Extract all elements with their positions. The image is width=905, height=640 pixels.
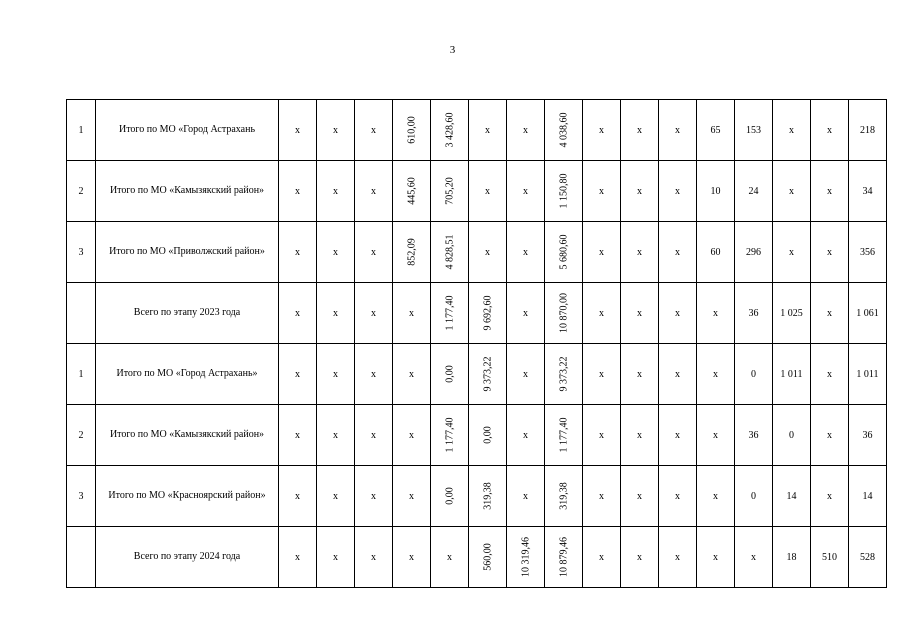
value-cell [545, 161, 583, 222]
page-number: 3 [449, 44, 456, 56]
value-cell: x [393, 405, 431, 466]
rotated-value: 1 177,40 [444, 295, 455, 331]
value-cell: 1 011 [849, 344, 887, 405]
value-cell: 0 [773, 405, 811, 466]
value-cell: x [773, 161, 811, 222]
value-cell: x [355, 100, 393, 161]
value-cell: x [697, 344, 735, 405]
rotated-value: 560,00 [482, 543, 493, 571]
value-cell: 24 [735, 161, 773, 222]
value-cell: x [355, 405, 393, 466]
rotated-value: 10 870,00 [558, 293, 569, 333]
value-cell [431, 222, 469, 283]
value-cell: x [317, 222, 355, 283]
value-cell: 36 [735, 283, 773, 344]
value-cell: x [393, 527, 431, 588]
rotated-value: 5 680,60 [558, 234, 569, 270]
row-name-cell: Всего по этапу 2024 года [96, 527, 279, 588]
value-cell: x [279, 222, 317, 283]
value-cell: x [279, 527, 317, 588]
rotated-value: 1 150,80 [558, 173, 569, 209]
row-name-cell: Всего по этапу 2023 года [96, 283, 279, 344]
value-cell [545, 283, 583, 344]
row-name-cell: Итого по МО «Город Астрахань [96, 100, 279, 161]
value-cell: 218 [849, 100, 887, 161]
value-cell: x [507, 283, 545, 344]
value-cell: 36 [849, 405, 887, 466]
value-cell: x [393, 466, 431, 527]
value-cell: x [507, 100, 545, 161]
rotated-value: 9 373,22 [482, 356, 493, 392]
row-name-cell: Итого по МО «Город Астрахань» [96, 344, 279, 405]
rotated-value: 4 828,51 [444, 234, 455, 270]
row-number-cell [67, 527, 96, 588]
table-row [67, 405, 887, 466]
value-cell: x [317, 527, 355, 588]
table-row [67, 283, 887, 344]
value-cell: x [735, 527, 773, 588]
value-cell: x [697, 405, 735, 466]
rotated-value: 1 177,40 [558, 417, 569, 453]
value-cell [431, 283, 469, 344]
value-cell: x [279, 405, 317, 466]
row-number-cell: 1 [67, 344, 96, 405]
value-cell: x [811, 405, 849, 466]
value-cell: 65 [697, 100, 735, 161]
rotated-value: 3 428,60 [444, 112, 455, 148]
value-cell [469, 283, 507, 344]
value-cell: x [583, 405, 621, 466]
value-cell [545, 344, 583, 405]
value-cell: x [811, 283, 849, 344]
value-cell: x [355, 527, 393, 588]
value-cell: x [317, 161, 355, 222]
value-cell: x [355, 222, 393, 283]
value-cell: x [811, 222, 849, 283]
value-cell: x [583, 344, 621, 405]
row-name-cell: Итого по МО «Камызякский район» [96, 161, 279, 222]
value-cell: x [317, 283, 355, 344]
value-cell [431, 161, 469, 222]
value-cell [545, 222, 583, 283]
value-cell: 14 [773, 466, 811, 527]
value-cell [393, 100, 431, 161]
value-cell: x [583, 222, 621, 283]
value-cell [545, 405, 583, 466]
value-cell: x [621, 161, 659, 222]
value-cell [469, 405, 507, 466]
value-cell: x [279, 466, 317, 527]
value-cell: x [621, 527, 659, 588]
row-number-cell: 2 [67, 161, 96, 222]
value-cell: x [355, 344, 393, 405]
value-cell: x [621, 405, 659, 466]
table-row [67, 100, 887, 161]
value-cell: x [583, 100, 621, 161]
value-cell: x [317, 405, 355, 466]
value-cell: x [621, 283, 659, 344]
rotated-value: 1 177,40 [444, 417, 455, 453]
value-cell: 1 061 [849, 283, 887, 344]
value-cell: 1 011 [773, 344, 811, 405]
value-cell: x [317, 100, 355, 161]
value-cell [469, 466, 507, 527]
table-row [67, 222, 887, 283]
row-name-cell: Итого по МО «Красноярский район» [96, 466, 279, 527]
rotated-value: 319,38 [558, 482, 569, 510]
rotated-value: 610,00 [406, 116, 417, 144]
value-cell: x [811, 100, 849, 161]
value-cell: 296 [735, 222, 773, 283]
rotated-value: 319,38 [482, 482, 493, 510]
rotated-value: 9 373,22 [558, 356, 569, 392]
value-cell: x [355, 283, 393, 344]
rotated-value: 9 692,60 [482, 295, 493, 331]
value-cell [507, 527, 545, 588]
value-cell [545, 527, 583, 588]
value-cell: x [621, 344, 659, 405]
value-cell [393, 161, 431, 222]
value-cell: x [317, 344, 355, 405]
value-cell: 36 [735, 405, 773, 466]
value-cell: x [659, 161, 697, 222]
value-cell [393, 222, 431, 283]
value-cell: x [469, 100, 507, 161]
value-cell [431, 405, 469, 466]
rotated-value: 705,20 [444, 177, 455, 205]
value-cell: x [659, 222, 697, 283]
value-cell: 14 [849, 466, 887, 527]
rotated-value: 852,09 [406, 238, 417, 266]
value-cell: x [697, 527, 735, 588]
value-cell: x [811, 466, 849, 527]
rotated-value: 0,00 [482, 426, 493, 444]
value-cell: 528 [849, 527, 887, 588]
value-cell: x [469, 161, 507, 222]
value-cell: 356 [849, 222, 887, 283]
rotated-value: 0,00 [444, 365, 455, 383]
value-cell: x [279, 100, 317, 161]
value-cell: x [659, 466, 697, 527]
value-cell: x [507, 344, 545, 405]
value-cell: x [659, 283, 697, 344]
value-cell: x [583, 466, 621, 527]
value-cell: x [773, 222, 811, 283]
value-cell: x [621, 466, 659, 527]
value-cell: x [811, 344, 849, 405]
value-cell: 18 [773, 527, 811, 588]
table-row [67, 466, 887, 527]
value-cell: x [279, 283, 317, 344]
row-name-cell: Итого по МО «Приволжский район» [96, 222, 279, 283]
value-cell [431, 466, 469, 527]
value-cell [469, 344, 507, 405]
value-cell: x [659, 405, 697, 466]
value-cell: x [697, 466, 735, 527]
value-cell: x [659, 527, 697, 588]
value-cell: x [507, 161, 545, 222]
row-number-cell: 2 [67, 405, 96, 466]
value-cell: 153 [735, 100, 773, 161]
value-cell: 510 [811, 527, 849, 588]
value-cell: x [659, 344, 697, 405]
value-cell: x [431, 527, 469, 588]
value-cell: 0 [735, 344, 773, 405]
value-cell: x [279, 161, 317, 222]
value-cell: x [507, 405, 545, 466]
rotated-value: 10 319,46 [520, 537, 531, 577]
value-cell [545, 100, 583, 161]
table-row [67, 344, 887, 405]
value-cell: x [507, 222, 545, 283]
table-row [67, 161, 887, 222]
value-cell [469, 527, 507, 588]
rotated-value: 445,60 [406, 177, 417, 205]
row-number-cell: 3 [67, 222, 96, 283]
value-cell: x [583, 283, 621, 344]
value-cell [431, 100, 469, 161]
value-cell: 10 [697, 161, 735, 222]
value-cell: x [583, 527, 621, 588]
row-number-cell: 3 [67, 466, 96, 527]
value-cell: x [393, 283, 431, 344]
value-cell: x [507, 466, 545, 527]
value-cell: x [279, 344, 317, 405]
value-cell: 34 [849, 161, 887, 222]
value-cell: x [469, 222, 507, 283]
value-cell: x [355, 161, 393, 222]
rotated-value: 4 038,60 [558, 112, 569, 148]
value-cell: x [393, 344, 431, 405]
value-cell: 1 025 [773, 283, 811, 344]
value-cell [431, 344, 469, 405]
value-cell: x [317, 466, 355, 527]
row-name-cell: Итого по МО «Камызякский район» [96, 405, 279, 466]
value-cell: x [621, 222, 659, 283]
rotated-value: 0,00 [444, 487, 455, 505]
rotated-value: 10 879,46 [558, 537, 569, 577]
value-cell: x [659, 100, 697, 161]
row-number-cell [67, 283, 96, 344]
row-number-cell: 1 [67, 100, 96, 161]
value-cell: x [583, 161, 621, 222]
value-cell: x [355, 466, 393, 527]
value-cell: x [773, 100, 811, 161]
value-cell: 0 [735, 466, 773, 527]
table-row [67, 527, 887, 588]
value-cell: x [697, 283, 735, 344]
value-cell: x [811, 161, 849, 222]
data-table [66, 99, 887, 588]
value-cell: x [621, 100, 659, 161]
value-cell: 60 [697, 222, 735, 283]
value-cell [545, 466, 583, 527]
